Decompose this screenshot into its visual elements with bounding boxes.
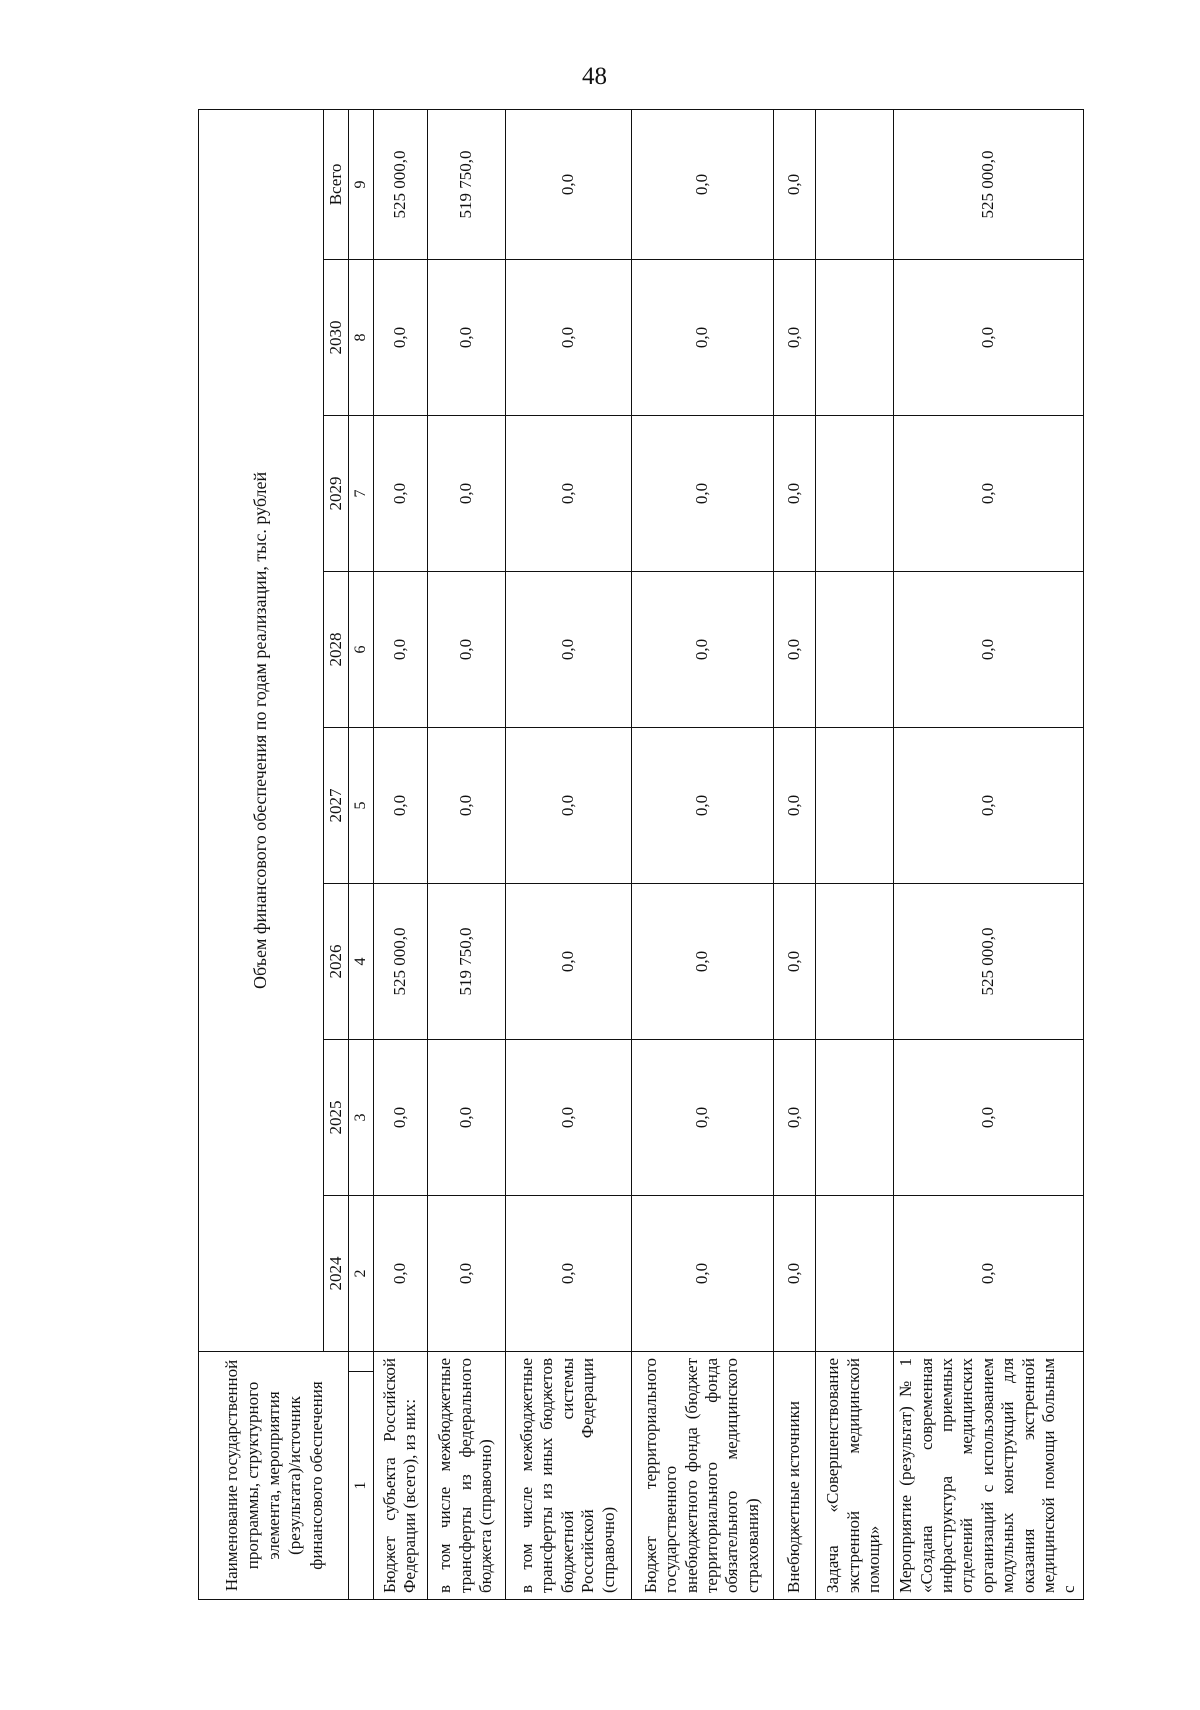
column-number-5: 5 [349,727,373,883]
row-value-2028: 0,0 [631,571,773,727]
row-value-2025 [815,1039,893,1195]
row-value-2024: 0,0 [427,1195,505,1351]
row-value-2027: 0,0 [427,727,505,883]
header-year-2026: 2026 [324,883,349,1039]
row-value-2024: 0,0 [505,1195,631,1351]
row-value-2030: 0,0 [505,259,631,415]
row-value-2024: 0,0 [893,1195,1083,1351]
header-financing-group: Объем финансового обеспечения по годам реализации, тыс. рублей [199,109,324,1351]
row-value-2024: 0,0 [373,1195,427,1351]
column-number-1: 1 [349,1372,373,1600]
row-value-2030: 0,0 [631,259,773,415]
row-value-2029: 0,0 [631,415,773,571]
row-value-2030: 0,0 [773,259,815,415]
table-row [893,109,1083,1599]
row-value-2024 [815,1195,893,1351]
row-value-2029: 0,0 [893,415,1083,571]
row-value-2029: 0,0 [427,415,505,571]
row-value-2029 [815,415,893,571]
financing-table [198,109,1084,1600]
row-value-2028: 0,0 [427,571,505,727]
row-value-total: 0,0 [505,109,631,259]
header-name-column: Наименование государственной программы, структурного элемента, мероприятия (результата)/источник финансового обеспечения [199,1351,349,1599]
row-value-2029: 0,0 [773,415,815,571]
column-number-2: 2 [349,1195,373,1351]
row-value-2024: 0,0 [773,1195,815,1351]
row-source-name: Внебюджетные источники [773,1351,815,1599]
row-value-2025: 0,0 [773,1039,815,1195]
row-value-2028: 0,0 [893,571,1083,727]
header-year-2027: 2027 [324,727,349,883]
column-number-9: 9 [349,109,373,259]
table-row [373,109,427,1599]
column-number-3: 3 [349,1039,373,1195]
row-value-2030: 0,0 [373,259,427,415]
row-value-2029: 0,0 [373,415,427,571]
column-number-4: 4 [349,883,373,1039]
row-value-2028: 0,0 [773,571,815,727]
row-value-2028 [815,571,893,727]
row-source-name: Бюджет субъекта Российской Федерации (всего), из них: [373,1351,427,1599]
header-year-2030: 2030 [324,259,349,415]
row-value-total: 519 750,0 [427,109,505,259]
header-total: Всего [324,109,349,259]
column-number-7: 7 [349,415,373,571]
row-value-2028: 0,0 [505,571,631,727]
row-value-2026: 525 000,0 [373,883,427,1039]
header-year-2028: 2028 [324,571,349,727]
row-value-2027: 0,0 [631,727,773,883]
header-year-2029: 2029 [324,415,349,571]
row-value-2026: 0,0 [773,883,815,1039]
row-value-2025: 0,0 [373,1039,427,1195]
row-value-total: 0,0 [773,109,815,259]
row-source-name: в том числе межбюджетные трансферты из федерального бюджета (справочно) [427,1351,505,1599]
row-value-total [815,109,893,259]
row-measure-name: Мероприятие (результат) № 1 «Создана современная инфраструктура приемных отделений медицинских организаций с использованием модульных конструкций для оказания экстренной медицинской помощи больным с [893,1351,1083,1599]
row-value-2027: 0,0 [373,727,427,883]
row-value-2025: 0,0 [427,1039,505,1195]
column-number-8: 8 [349,259,373,415]
row-value-2027: 0,0 [505,727,631,883]
table-row [815,109,893,1599]
row-value-total: 525 000,0 [893,109,1083,259]
column-number-6: 6 [349,571,373,727]
header-year-2024: 2024 [324,1195,349,1351]
table-row [505,109,631,1599]
row-value-2027: 0,0 [893,727,1083,883]
column-number-spacer [349,1351,373,1371]
row-source-name: Бюджет территориального государственного внебюджетного фонда (бюджет территориального фонда обязательного медицинского страхования) [631,1351,773,1599]
row-value-2024: 0,0 [631,1195,773,1351]
row-value-2025: 0,0 [505,1039,631,1195]
row-value-2026: 0,0 [631,883,773,1039]
row-value-2030: 0,0 [893,259,1083,415]
row-task-name: Задача «Совершенствование экстренной медицинской помощи» [815,1351,893,1599]
row-value-2025: 0,0 [893,1039,1083,1195]
row-value-2026: 519 750,0 [427,883,505,1039]
row-value-2027: 0,0 [773,727,815,883]
rotated-table-container [198,110,1108,1600]
row-source-name: в том числе межбюджетные трансферты из иных бюджетов бюджетной системы Российской Федерации (справочно) [505,1351,631,1599]
row-value-2026 [815,883,893,1039]
row-value-2030 [815,259,893,415]
row-value-total: 525 000,0 [373,109,427,259]
row-value-2025: 0,0 [631,1039,773,1195]
table-row [631,109,773,1599]
row-value-total: 0,0 [631,109,773,259]
row-value-2026: 525 000,0 [893,883,1083,1039]
page-number: 48 [582,63,607,90]
row-value-2029: 0,0 [505,415,631,571]
table-row [427,109,505,1599]
row-value-2030: 0,0 [427,259,505,415]
table-row [773,109,815,1599]
row-value-2027 [815,727,893,883]
header-year-2025: 2025 [324,1039,349,1195]
row-value-2028: 0,0 [373,571,427,727]
row-value-2026: 0,0 [505,883,631,1039]
